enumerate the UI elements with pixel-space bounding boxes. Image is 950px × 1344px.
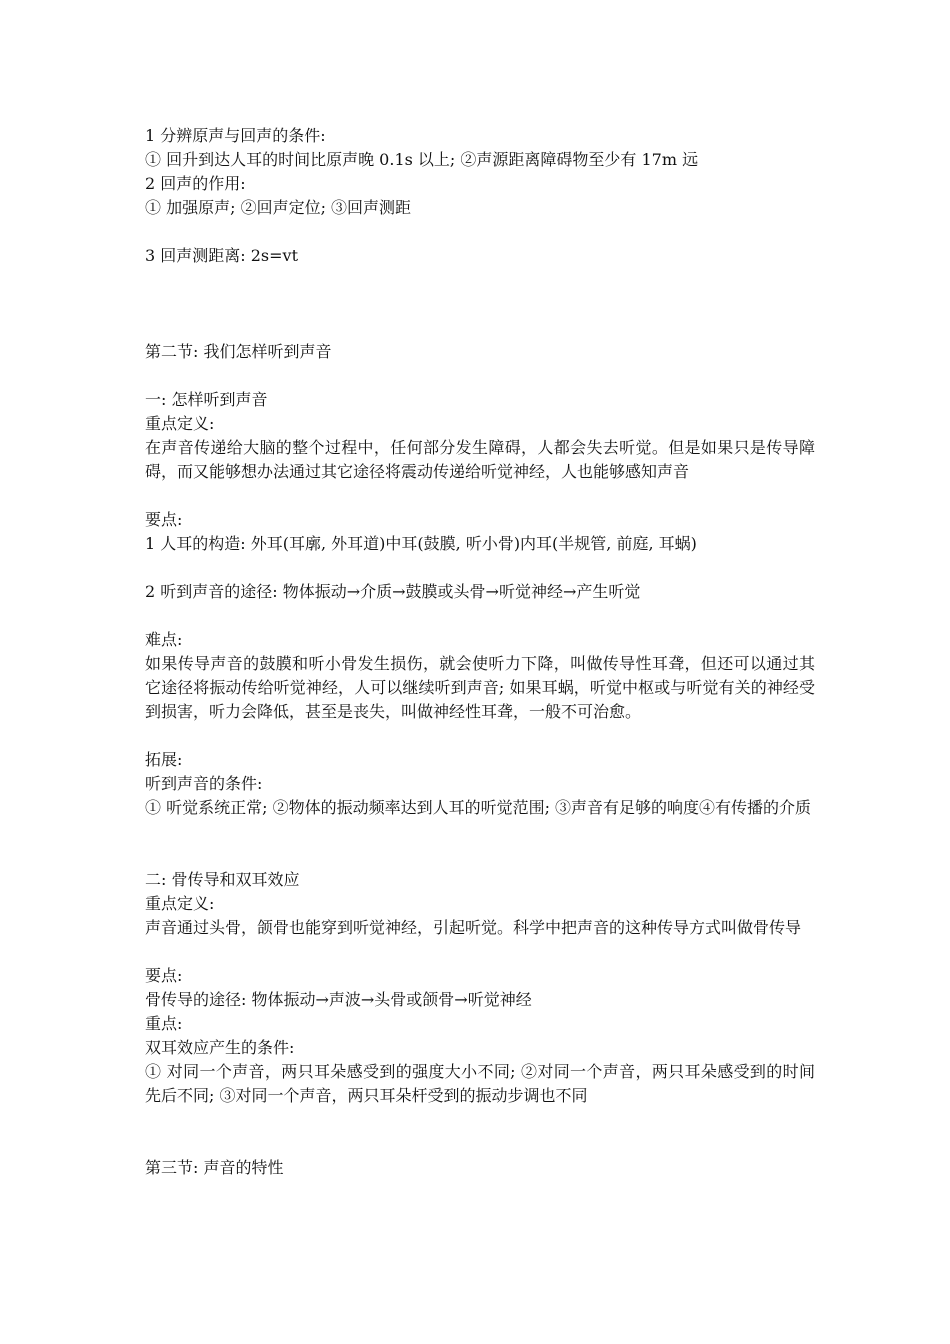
subsection-heading-1: 一: 怎样听到声音 [145, 390, 268, 409]
binaural-effect-text: ① 对同一个声音，两只耳朵感受到的强度大小不同; ②对同一个声音，两只耳朵感受到的时间先后不同; ③对同一个声音，两只耳朵杆受到的振动步调也不同 [145, 1062, 815, 1105]
section-title-2: 第二节: 我们怎样听到声音 [145, 342, 332, 361]
bone-conduction-path: 骨传导的途径: 物体振动→声波→头骨或颌骨→听觉神经 [145, 990, 532, 1009]
definition-label: 重点定义: [145, 414, 215, 433]
hearing-path-text: 2 听到声音的途径: 物体振动→介质→鼓膜或头骨→听觉神经→产生听觉 [145, 582, 641, 601]
focus-label: 重点: [145, 1014, 183, 1033]
subsection-heading-2: 二: 骨传导和双耳效应 [145, 870, 300, 889]
section-title-3: 第三节: 声音的特性 [145, 1158, 284, 1177]
difficulty-text: 如果传导声音的鼓膜和听小骨发生损伤，就会使听力下降，叫做传导性耳聋，但还可以通过其它途径将振动传给听觉神经，人可以继续听到声音; 如果耳蜗，听觉中枢或与听觉有关的神经受到损害，听力会降低，甚至是丧失，叫做神经性耳聋，一般不可治愈。 [145, 654, 815, 721]
extension-subheading: 听到声音的条件: [145, 774, 263, 793]
ear-structure-text: 1 人耳的构造: 外耳(耳廓, 外耳道)中耳(鼓膜, 听小骨)内耳(半规管, 前庭, 耳蜗) [145, 534, 697, 553]
key-points-label: 要点: [145, 510, 183, 529]
definition-label-2: 重点定义: [145, 894, 215, 913]
condition-heading: 1 分辨原声与回声的条件: [145, 126, 326, 145]
condition-text: ① 回升到达人耳的时间比原声晚 0.1s 以上; ②声源距离障碍物至少有 17m 远 [145, 150, 699, 169]
bone-conduction-definition: 声音通过头骨，颌骨也能穿到听觉神经，引起听觉。科学中把声音的这种传导方式叫做骨传导 [145, 918, 802, 937]
definition-text: 在声音传递给大脑的整个过程中，任何部分发生障碍，人都会失去听觉。但是如果只是传导障碍，而又能够想办法通过其它途径将震动传递给听觉神经，人也能够感知声音 [145, 438, 815, 481]
extension-label: 拓展: [145, 750, 183, 769]
binaural-effect-subheading: 双耳效应产生的条件: [145, 1038, 295, 1057]
echo-use-text: ① 加强原声; ②回声定位; ③回声测距 [145, 198, 412, 217]
extension-text: ① 听觉系统正常; ②物体的振动频率达到人耳的听觉范围; ③声音有足够的响度④有传播的介质 [145, 798, 812, 817]
difficulty-label: 难点: [145, 630, 183, 649]
echo-use-heading: 2 回声的作用: [145, 174, 246, 193]
echo-formula: 3 回声测距离: 2s=vt [145, 246, 299, 265]
key-points-label-2: 要点: [145, 966, 183, 985]
